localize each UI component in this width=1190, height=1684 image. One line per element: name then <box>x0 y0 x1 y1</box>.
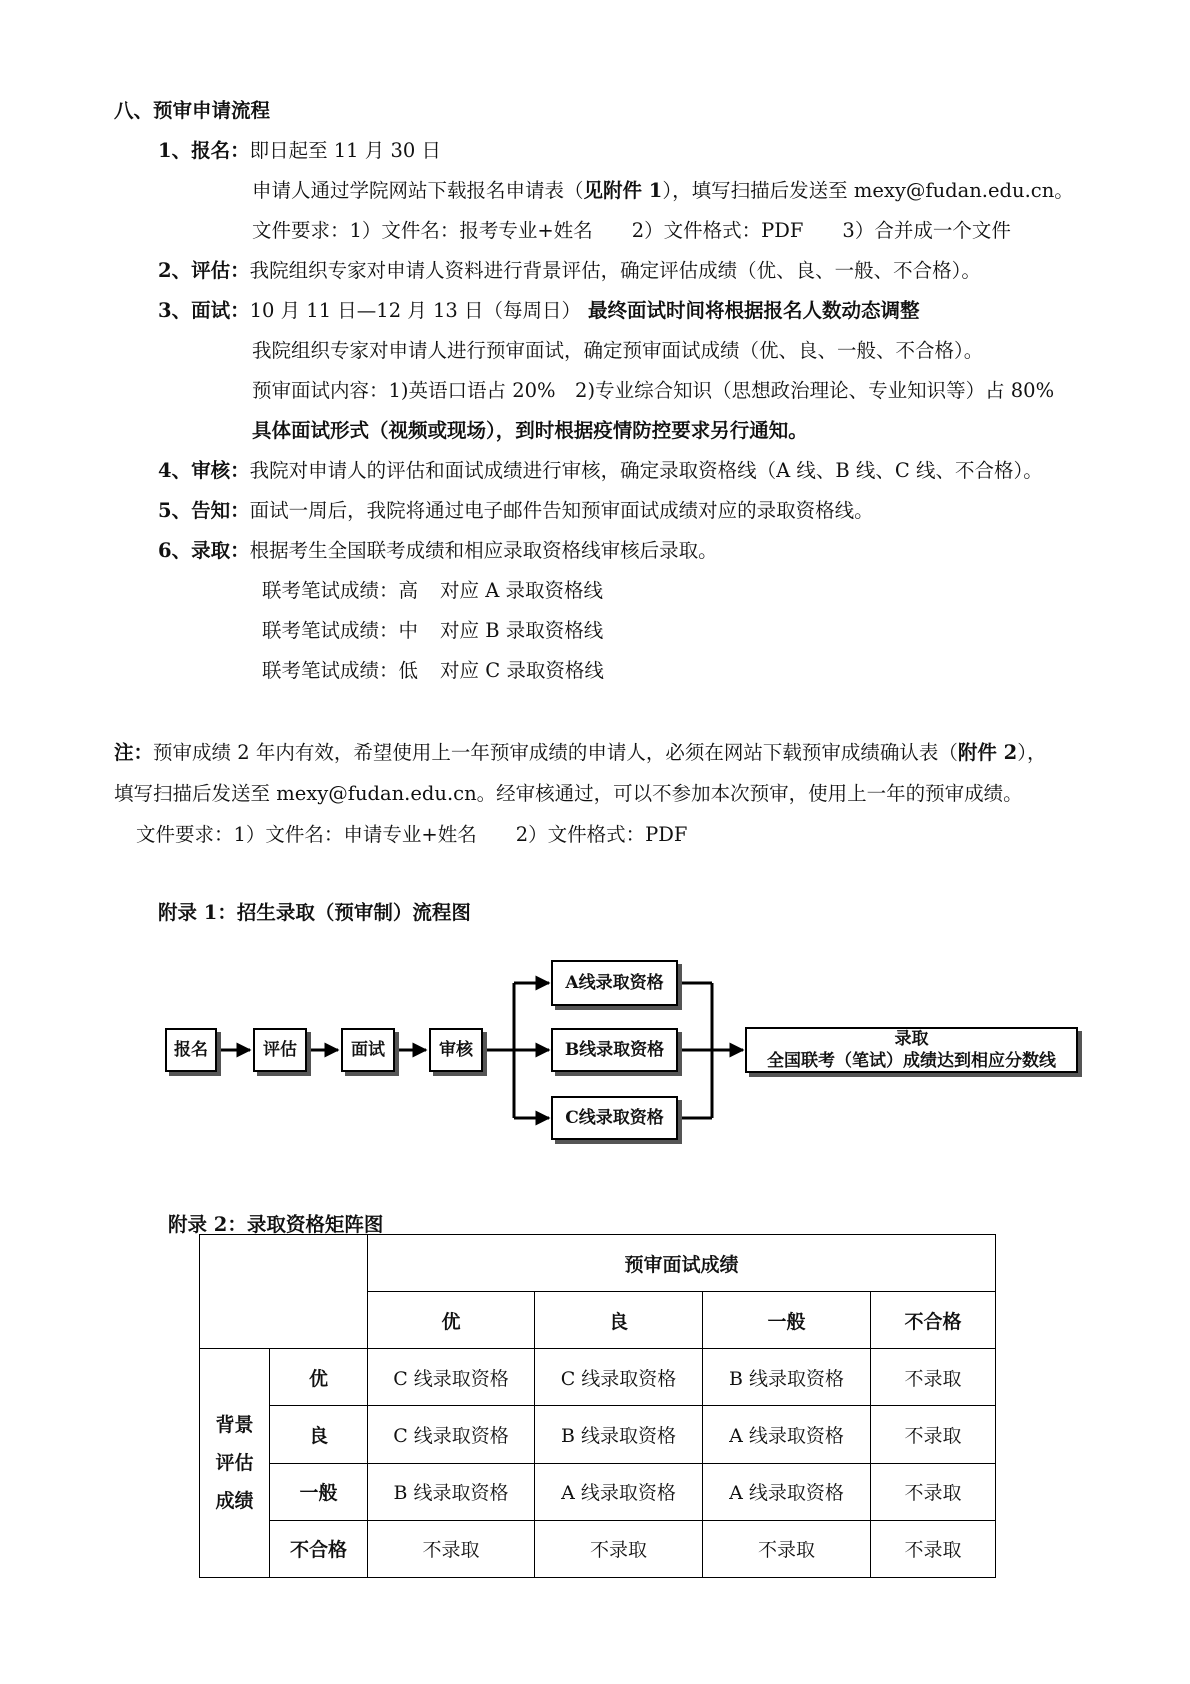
row-group-text: 成绩 <box>215 1490 254 1513</box>
table-cell: 不录取 <box>871 1520 996 1577</box>
score-line-low <box>262 658 604 684</box>
table-cell: 不录取 <box>871 1463 996 1520</box>
col-header: 一般 <box>703 1292 871 1349</box>
step-label: 4、审核： <box>158 459 250 482</box>
row-group-header <box>200 1349 270 1578</box>
detail-text: 申请人通过学院网站下载报名申请表（ <box>252 179 584 202</box>
table-cell: 不录取 <box>871 1406 996 1463</box>
step-text: 我院组织专家对申请人资料进行背景评估，确定评估成绩（优、良、一般、不合格）。 <box>249 259 981 282</box>
step-label: 5、告知： <box>158 499 250 522</box>
step-label: 6、录取： <box>158 539 250 562</box>
table-cell: A 线录取资格 <box>703 1463 871 1520</box>
admit-subtitle: 全国联考（笔试）成绩达到相应分数线 <box>767 1051 1056 1071</box>
score-result: 对应 C 录取资格线 <box>440 659 604 682</box>
note-label: 注： <box>114 741 154 764</box>
step-interview <box>158 298 581 324</box>
signup-file-requirements: 文件要求：1）文件名：报考专业+姓名 2）文件格式：PDF 3）合并成一个文件 <box>252 219 1011 242</box>
section-heading: 八、预审申请流程 <box>114 99 271 122</box>
flow-node-lineC: C线录取资格 <box>551 1096 678 1140</box>
attachment-2-ref: 附件 2 <box>957 741 1018 764</box>
step-label: 2、评估： <box>158 259 250 282</box>
flow-node-review: 审核 <box>429 1028 483 1072</box>
interview-content: 预审面试内容：1)英语口语占 20% 2)专业综合知识（思想政治理论、专业知识等）占 80% <box>252 379 1055 402</box>
step-label: 1、报名： <box>158 139 250 162</box>
col-group-header: 预审面试成绩 <box>368 1235 996 1292</box>
note-text: 预审成绩 2 年内有效，希望使用上一年预审成绩的申请人，必须在网站下载预审成绩确认表（ <box>153 741 958 764</box>
appendix1-title: 附录 1：招生录取（预审制）流程图 <box>158 901 471 924</box>
table-row <box>200 1349 996 1406</box>
note-line-2: 填写扫描后发送至 mexy@fudan.edu.cn。经审核通过，可以不参加本次预审，使用上一年的预审成绩。 <box>114 782 1023 805</box>
flow-node-assess: 评估 <box>253 1028 307 1072</box>
table-cell: C 线录取资格 <box>368 1349 535 1406</box>
signup-detail-1 <box>252 178 1074 204</box>
row-header: 优 <box>270 1349 368 1406</box>
col-header: 良 <box>535 1292 703 1349</box>
score-label: 联考笔试成绩： <box>262 579 399 602</box>
row-header: 一般 <box>270 1463 368 1520</box>
table-corner-cell <box>200 1235 368 1349</box>
score-result: 对应 B 录取资格线 <box>440 619 604 642</box>
row-group-text: 评估 <box>215 1452 254 1475</box>
flow-node-lineB: B线录取资格 <box>551 1028 678 1072</box>
flow-node-interview: 面试 <box>341 1028 395 1072</box>
step-review <box>158 458 1043 484</box>
table-cell: 不录取 <box>368 1520 535 1577</box>
appendix2-title: 附录 2：录取资格矩阵图 <box>168 1213 384 1236</box>
score-result: 对应 A 录取资格线 <box>440 579 604 602</box>
table-row <box>200 1520 996 1577</box>
step-notify <box>158 498 874 524</box>
table-cell: B 线录取资格 <box>703 1349 871 1406</box>
note-text: ）， <box>1017 741 1047 764</box>
table-cell: C 线录取资格 <box>535 1349 703 1406</box>
table-cell: A 线录取资格 <box>535 1463 703 1520</box>
step-label: 3、面试： <box>158 299 250 322</box>
interview-time-note: 最终面试时间将根据报名人数动态调整 <box>588 299 920 322</box>
flow-node-lineA: A线录取资格 <box>551 960 678 1006</box>
table-cell: 不录取 <box>535 1520 703 1577</box>
detail-text: ），填写扫描后发送至 mexy@fudan.edu.cn。 <box>662 179 1074 202</box>
step-text: 面试一周后，我院将通过电子邮件告知预审面试成绩对应的录取资格线。 <box>249 499 874 522</box>
score-level: 高 <box>398 579 419 602</box>
score-level: 中 <box>398 619 419 642</box>
step-text: 我院对申请人的评估和面试成绩进行审核，确定录取资格线（A 线、B 线、C 线、不合格）。 <box>249 459 1043 482</box>
admit-title: 录取 <box>894 1029 929 1049</box>
step-text: 10 月 11 日—12 月 13 日（每周日） <box>249 299 582 322</box>
table-cell: 不录取 <box>703 1520 871 1577</box>
flow-node-signup: 报名 <box>165 1028 217 1072</box>
table-cell: A 线录取资格 <box>703 1406 871 1463</box>
step-assess <box>158 258 981 284</box>
row-header: 良 <box>270 1406 368 1463</box>
col-header: 不合格 <box>871 1292 996 1349</box>
attachment-1-ref: 见附件 1 <box>583 179 663 202</box>
table-row <box>200 1463 996 1520</box>
interview-detail-1: 我院组织专家对申请人进行预审面试，确定预审面试成绩（优、良、一般、不合格）。 <box>252 339 984 362</box>
admission-matrix-table <box>199 1234 996 1578</box>
row-group-text: 背景 <box>215 1414 254 1437</box>
note-line-1 <box>114 740 1046 766</box>
table-cell: B 线录取资格 <box>535 1406 703 1463</box>
step-text: 根据考生全国联考成绩和相应录取资格线审核后录取。 <box>249 539 718 562</box>
table-cell: B 线录取资格 <box>368 1463 535 1520</box>
flow-node-admit <box>745 1027 1078 1073</box>
table-cell: 不录取 <box>871 1349 996 1406</box>
score-label: 联考笔试成绩： <box>262 619 399 642</box>
table-row <box>200 1406 996 1463</box>
note-file-requirements: 文件要求：1）文件名：申请专业+姓名 2）文件格式：PDF <box>136 823 688 846</box>
step-admit <box>158 538 718 564</box>
interview-format-note: 具体面试形式（视频或现场），到时根据疫情防控要求另行通知。 <box>252 419 808 442</box>
step-signup <box>158 138 441 164</box>
step-text: 即日起至 11 月 30 日 <box>249 139 441 162</box>
score-label: 联考笔试成绩： <box>262 659 399 682</box>
table-cell: C 线录取资格 <box>368 1406 535 1463</box>
row-header: 不合格 <box>270 1520 368 1577</box>
score-line-high <box>262 578 603 604</box>
score-line-mid <box>262 618 603 644</box>
score-level: 低 <box>398 659 419 682</box>
col-header: 优 <box>368 1292 535 1349</box>
